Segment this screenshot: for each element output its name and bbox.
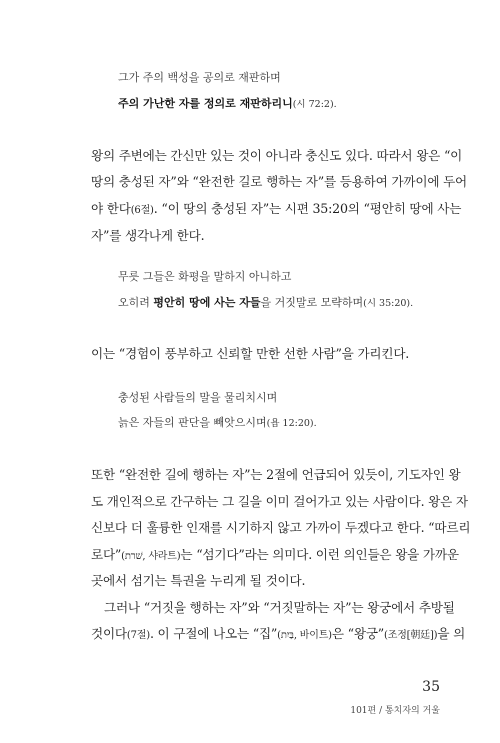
quote-2-emphasis: 평안히 땅에 사는 자들: [153, 296, 261, 309]
para-1-line-3-part-b: . “이 땅의 충성된 자”는 시편 35:20의 “평안히 땅에 사는: [153, 201, 462, 216]
para-4-line-2: [91, 623, 466, 642]
para-4-line-1: 그러나 “거짓을 행하는 자”와 “거짓말하는 자”는 왕궁에서 추방될: [104, 600, 455, 615]
quote-3-part-a: 늙은 자들의 판단을 빼앗으시며: [118, 416, 267, 429]
para-1-line-3-part-a: 야 한다: [91, 201, 131, 216]
quote-2-line-1: 무릇 그들은 화평을 말하지 아니하고: [118, 270, 292, 283]
para-3-line-4-part-a: 로다”: [91, 547, 122, 562]
para-3-hebrew-ref: (שׁרת, 샤라트): [121, 551, 181, 562]
para-3-line-4-part-b: 는 “섬기다”라는 의미다. 이런 의인들은 왕을 가까운: [180, 547, 459, 562]
para-3-line-2: 도 개인적으로 간구하는 그 길을 이미 걸어가고 있는 사람이다. 왕은 자: [91, 494, 468, 509]
para-4-line-2-part-d: 을 의: [437, 626, 466, 641]
para-3-line-5: 곳에서 섬기는 특권을 누리게 될 것이다.: [91, 573, 306, 588]
para-3-line-1: 또한 “완전한 길에 행하는 자”는 2절에 언급되어 있듯이, 기도자인 왕: [91, 467, 461, 482]
running-footer: 101편 / 통치자의 거울: [350, 706, 440, 716]
quote-3-reference: (욥 12:20).: [266, 418, 317, 429]
para-4-line-2-part-a: 것이다: [91, 626, 127, 641]
quote-1-line-1: 그가 주의 백성을 공의로 재판하며: [118, 71, 281, 84]
para-1-line-4: 자”를 생각나게 한다.: [91, 228, 205, 243]
para-4-line-2-part-c: 은 “왕궁”: [331, 626, 385, 641]
quote-1-reference: (시 72:2).: [292, 99, 337, 110]
quote-1-emphasis: 주의 가난한 자를 정의로 재판하리니: [118, 97, 293, 110]
para-4-verse-ref: (7절): [126, 630, 150, 641]
quote-2-part-a: 오히려: [118, 296, 154, 309]
quote-2-line-2: [118, 294, 413, 310]
para-1-line-2: 땅의 충성된 자”와 “완전한 길로 행하는 자”를 등용하여 가까이에 두어: [91, 174, 468, 189]
para-1-verse-ref: (6절): [130, 205, 154, 216]
page-number: 35: [422, 679, 440, 695]
para-3-line-4: [91, 544, 459, 563]
para-1-line-3: [91, 198, 462, 217]
para-4-hanja-ref: (조정[朝廷]): [384, 630, 438, 641]
para-2-line-1: 이는 “경험이 풍부하고 신뢰할 만한 선한 사람”을 가리킨다.: [91, 346, 410, 361]
para-1-line-1: 왕의 주변에는 간신만 있는 것이 아니라 충신도 있다. 따라서 왕은 “이: [91, 148, 463, 163]
para-3-line-3: 신보다 더 훌륭한 인재를 시기하지 않고 가까이 두겠다고 한다. “따르리: [91, 520, 471, 535]
quote-1-line-2: [118, 95, 337, 111]
quote-2-reference: (시 35:20).: [363, 298, 414, 309]
para-4-line-2-part-b: . 이 구절에 나오는 “집”: [149, 626, 278, 641]
quote-3-line-1: 충성된 사람들의 말을 물리치시며: [118, 391, 278, 404]
quote-2-part-b: 을 거짓말로 모략하며: [260, 296, 364, 309]
quote-3-line-2: [118, 414, 317, 430]
para-4-hebrew-ref: (בַּיִת, 바이트): [277, 630, 332, 641]
